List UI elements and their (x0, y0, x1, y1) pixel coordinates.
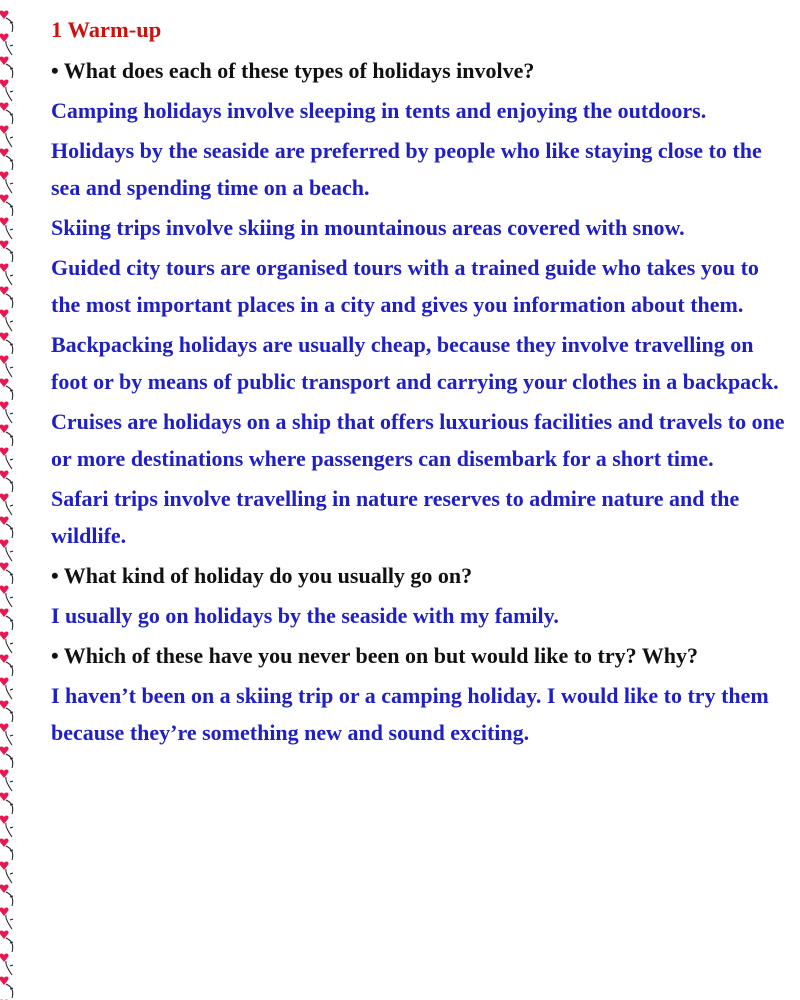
heart-icon (0, 402, 13, 423)
section-heading: 1 Warm-up (51, 17, 162, 42)
heart-icon (0, 34, 13, 55)
heart-vine-border (0, 0, 18, 1000)
heart-icon (0, 770, 13, 791)
heart-icon (0, 425, 13, 446)
heart-icon (0, 57, 13, 78)
heart-icon (0, 701, 13, 722)
heart-icon (0, 172, 13, 193)
heart-icon (0, 724, 13, 745)
heart-icon (0, 126, 13, 147)
heart-icon (0, 517, 13, 538)
heart-icon (0, 816, 13, 837)
heart-icon (0, 218, 13, 239)
heart-icon (0, 839, 13, 860)
heart-icon (0, 264, 13, 285)
heart-icon (0, 563, 13, 584)
heart-icon (0, 494, 13, 515)
answer-seaside: Holidays by the seaside are preferred by people who like staying close to the sea and spending time on a beach. (51, 138, 762, 200)
answer-backpacking: Backpacking holidays are usually cheap, because they involve travelling on foot or by means of public transport and carrying your clothes in a backpack. (51, 332, 779, 394)
answer-safari: Safari trips involve travelling in nature reserves to admire nature and the wildlife. (51, 486, 740, 548)
heart-icon (0, 103, 13, 124)
answer-usual-holiday: I usually go on holidays by the seaside with my family. (51, 603, 559, 628)
heart-icon (0, 241, 13, 262)
heart-icon (0, 954, 13, 975)
question-2: • What kind of holiday do you usually go on? (51, 563, 473, 588)
heart-icon (0, 885, 13, 906)
question-3: • Which of these have you never been on but would like to try? Why? (51, 643, 698, 668)
heart-icon (0, 540, 13, 561)
answer-camping: Camping holidays involve sleeping in tents and enjoying the outdoors. (51, 98, 707, 123)
heart-icon (0, 471, 13, 492)
heart-icon (0, 287, 13, 308)
heart-icon (0, 310, 13, 331)
heart-icon (0, 80, 13, 101)
heart-icon (0, 609, 13, 630)
heart-icon (0, 793, 13, 814)
heart-icon (0, 448, 13, 469)
heart-icon (0, 356, 13, 377)
heart-icon (0, 333, 13, 354)
heart-icon (0, 931, 13, 952)
heart-icon (0, 747, 13, 768)
heart-icon (0, 195, 13, 216)
heart-icon (0, 11, 13, 32)
heart-icon (0, 586, 13, 607)
heart-icon (0, 862, 13, 883)
answer-skiing: Skiing trips involve skiing in mountainous areas covered with snow. (51, 215, 685, 240)
question-1: • What does each of these types of holidays involve? (51, 58, 535, 83)
heart-icon (0, 678, 13, 699)
heart-icon (0, 149, 13, 170)
heart-icon (0, 908, 13, 929)
heart-icon (0, 632, 13, 653)
answer-cruises: Cruises are holidays on a ship that offers luxurious facilities and travels to one or more destinations where passengers can disembark for a short time. (51, 409, 785, 471)
heart-icon (0, 655, 13, 676)
answer-city-tours: Guided city tours are organised tours with a trained guide who takes you to the most important places in a city and gives you information about them. (51, 255, 759, 317)
warm-up-section (51, 14, 791, 754)
answer-would-like-to-try: I haven’t been on a skiing trip or a camping holiday. I would like to try them because they’re something new and sound exciting. (51, 683, 769, 745)
heart-icon (0, 977, 13, 998)
heart-icon (0, 379, 13, 400)
